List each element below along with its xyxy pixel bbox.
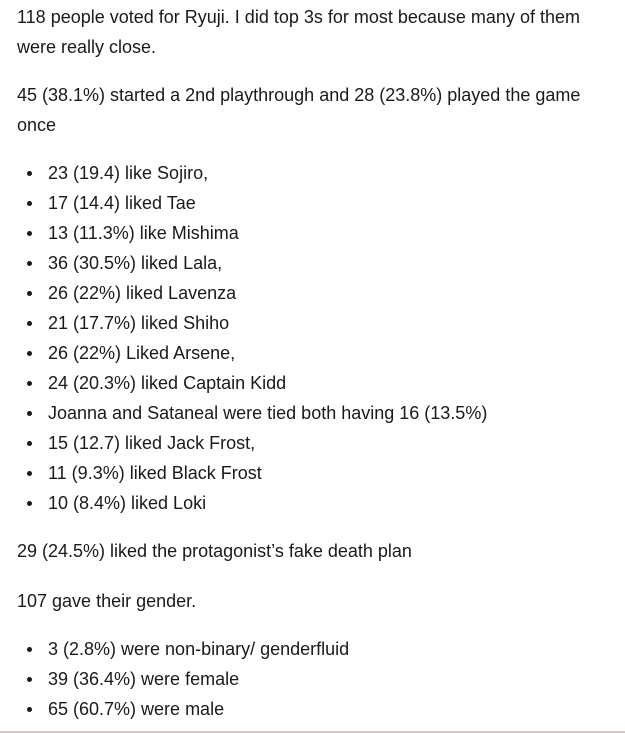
fake-death-paragraph: 29 (24.5%) liked the protagonist’s fake death plan xyxy=(17,541,412,561)
character-list xyxy=(17,158,617,518)
list-item: 17 (14.4) liked Tae xyxy=(17,188,617,218)
list-item: 10 (8.4%) liked Loki xyxy=(17,488,617,518)
list-item: 11 (9.3%) liked Black Frost xyxy=(17,458,617,488)
list-item: 26 (22%) liked Lavenza xyxy=(17,278,617,308)
list-item: 24 (20.3%) liked Captain Kidd xyxy=(17,368,617,398)
bullet-icon xyxy=(27,261,32,266)
bullet-icon xyxy=(27,201,32,206)
bullet-icon xyxy=(27,231,32,236)
list-item: 36 (30.5%) liked Lala, xyxy=(17,248,617,278)
bullet-icon xyxy=(27,501,32,506)
bullet-icon xyxy=(27,677,32,682)
list-item: 23 (19.4) like Sojiro, xyxy=(17,158,617,188)
bullet-icon xyxy=(27,351,32,356)
bullet-icon xyxy=(27,321,32,326)
list-item: 3 (2.8%) were non-binary/ genderfluid xyxy=(17,634,617,664)
list-item: 13 (11.3%) like Mishima xyxy=(17,218,617,248)
gender-intro-paragraph: 107 gave their gender. xyxy=(17,591,197,611)
bullet-icon xyxy=(27,411,32,416)
bullet-icon xyxy=(27,471,32,476)
bullet-icon xyxy=(27,381,32,386)
bullet-icon xyxy=(27,441,32,446)
list-item: 65 (60.7%) were male xyxy=(17,694,617,724)
gender-list xyxy=(17,634,617,724)
list-item: 26 (22%) Liked Arsene, xyxy=(17,338,617,368)
list-item: 21 (17.7%) liked Shiho xyxy=(17,308,617,338)
list-item: 15 (12.7) liked Jack Frost, xyxy=(17,428,617,458)
list-item: 39 (36.4%) were female xyxy=(17,664,617,694)
bullet-icon xyxy=(27,647,32,652)
intro-paragraph: 118 people voted for Ryuji. I did top 3s for most because many of them were really close. xyxy=(17,7,580,57)
bullet-icon xyxy=(27,291,32,296)
bullet-icon xyxy=(27,707,32,712)
playthrough-paragraph: 45 (38.1%) started a 2nd playthrough and 28 (23.8%) played the game once xyxy=(17,85,581,135)
bullet-icon xyxy=(27,171,32,176)
list-item: Joanna and Sataneal were tied both having 16 (13.5%) xyxy=(17,398,617,428)
